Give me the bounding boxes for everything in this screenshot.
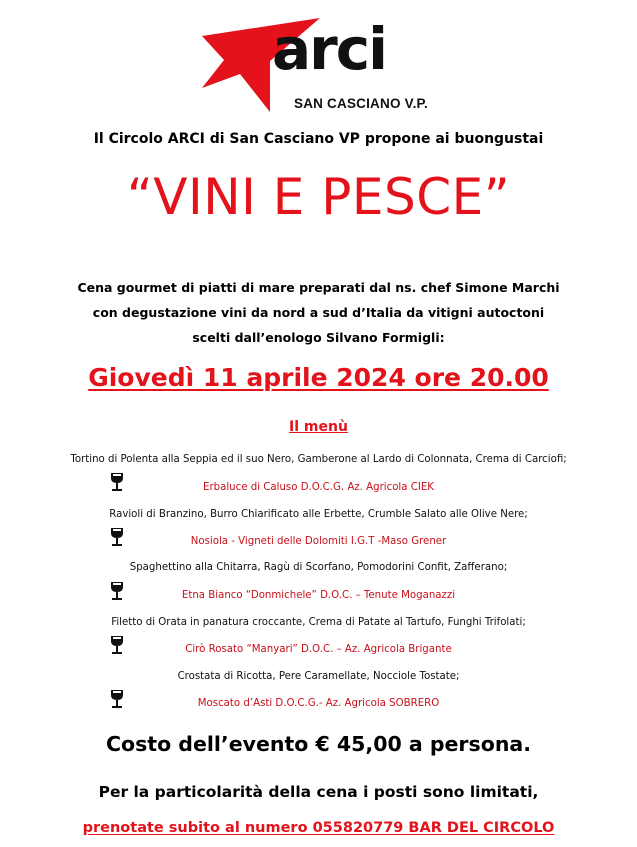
event-title: “VINI E PESCE”: [126, 168, 511, 226]
menu-dish: Ravioli di Branzino, Burro Chiarificato alle Erbette, Crumble Salato alle Olive Nere;: [109, 509, 528, 520]
event-date: Giovedì 11 aprile 2024 ore 20.00: [88, 363, 549, 392]
menu-heading: Il menù: [289, 419, 348, 435]
event-cost: Costo dell’evento € 45,00 a persona.: [105, 732, 532, 756]
wine-pairing: Cirò Rosato “Manyari” D.O.C. – Az. Agricola Brigante: [185, 644, 452, 655]
description-line: Cena gourmet di piatti di mare preparati dal ns. chef Simone Marchi: [77, 280, 560, 295]
logo-subtitle: SAN CASCIANO V.P.: [294, 96, 428, 111]
menu-dish: Filetto di Orata in panatura croccante, Crema di Patate al Tartufo, Funghi Trifolati;: [111, 617, 526, 628]
logo-wordmark: arci: [272, 15, 387, 83]
menu-dish: Spaghettino alla Chitarra, Ragù di Scorfano, Pomodorini Confit, Zafferano;: [129, 562, 508, 573]
wine-pairing: Nosiola - Vigneti delle Dolomiti I.G.T -Maso Grener: [190, 536, 447, 547]
booking-contact: prenotate subito al numero 055820779 BAR DEL CIRCOLO: [82, 820, 555, 836]
menu-dish: Crostata di Ricotta, Pere Caramellate, Nocciole Tostate;: [177, 671, 460, 682]
description-line: con degustazione vini da nord a sud d’Italia da vitigni autoctoni: [92, 305, 545, 320]
wine-pairing: Moscato d’Asti D.O.C.G.- Az. Agricola SOBRERO: [197, 698, 440, 709]
wine-pairing: Erbaluce di Caluso D.O.C.G. Az. Agricola CIEK: [203, 482, 434, 493]
arci-logo: [200, 16, 432, 116]
wine-pairing: Etna Bianco “Donmichele” D.O.C. – Tenute Moganazzi: [181, 590, 456, 601]
limited-seats-notice: Per la particolarità della cena i posti sono limitati,: [98, 783, 539, 801]
intro-text: Il Circolo ARCI di San Casciano VP propone ai buongustai: [93, 131, 544, 147]
description-line: scelti dall’enologo Silvano Formigli:: [192, 330, 445, 345]
menu-dish: Tortino di Polenta alla Seppia ed il suo Nero, Gamberone al Lardo di Colonnata, Crema di Carciofi;: [70, 454, 567, 465]
